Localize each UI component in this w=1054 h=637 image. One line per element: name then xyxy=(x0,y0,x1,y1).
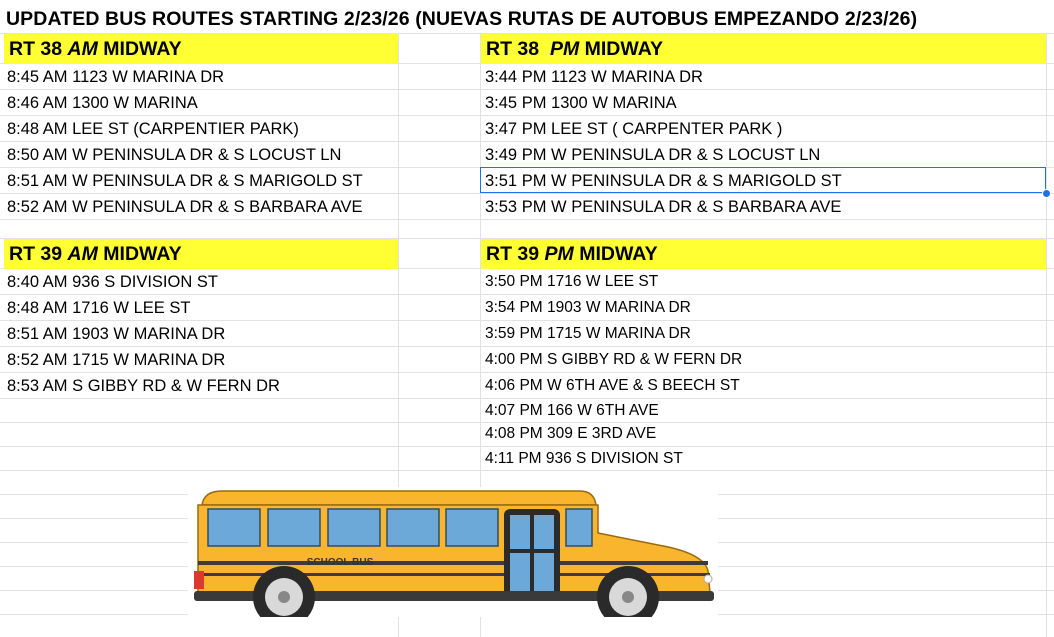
rt39-pm-stop[interactable]: 4:07 PM 166 W 6TH AVE xyxy=(485,402,659,419)
route-number: RT 39 xyxy=(9,243,63,265)
route-name: MIDWAY xyxy=(579,243,658,265)
rt39-pm-stop[interactable]: 3:54 PM 1903 W MARINA DR xyxy=(485,299,691,316)
route-number: RT 39 xyxy=(486,243,540,265)
rt39-am-stop[interactable]: 8:52 AM 1715 W MARINA DR xyxy=(7,351,226,369)
route-period: PM xyxy=(549,38,580,60)
rt38-am-stop[interactable]: 8:52 AM W PENINSULA DR & S BARBARA AVE xyxy=(7,198,363,216)
route-period: AM xyxy=(67,38,98,60)
rt39-am-stop[interactable]: 8:40 AM 936 S DIVISION ST xyxy=(7,273,218,291)
rt39-pm-stop[interactable]: 3:59 PM 1715 W MARINA DR xyxy=(485,325,691,342)
cell-selection-outline xyxy=(480,167,1046,193)
rt38-pm-stop[interactable]: 3:44 PM 1123 W MARINA DR xyxy=(485,68,703,86)
fill-handle[interactable] xyxy=(1042,189,1051,198)
rt39-pm-stop[interactable]: 4:08 PM 309 E 3RD AVE xyxy=(485,425,657,442)
rt38-am-stop[interactable]: 8:46 AM 1300 W MARINA xyxy=(7,94,198,112)
route-period: PM xyxy=(544,243,574,265)
route-period: AM xyxy=(67,243,98,265)
rt38-pm-stop[interactable]: 3:53 PM W PENINSULA DR & S BARBARA AVE xyxy=(485,198,842,216)
route-name: MIDWAY xyxy=(103,243,182,265)
rt39-pm-stop[interactable]: 3:50 PM 1716 W LEE ST xyxy=(485,273,659,290)
school-bus-label: SCHOOL BUS xyxy=(306,557,374,568)
rt39-pm-stop[interactable]: 4:11 PM 936 S DIVISION ST xyxy=(485,450,683,467)
rt38-pm-stop[interactable]: 3:47 PM LEE ST ( CARPENTER PARK ) xyxy=(485,120,783,138)
rt38-pm-stop-selected[interactable]: 3:51 PM W PENINSULA DR & S MARIGOLD ST xyxy=(485,172,842,190)
rt38-pm-stop[interactable]: 3:45 PM 1300 W MARINA xyxy=(485,94,677,112)
rt39-am-stop[interactable]: 8:51 AM 1903 W MARINA DR xyxy=(7,325,226,343)
route-name: MIDWAY xyxy=(584,38,663,60)
rt39-pm-stop[interactable]: 4:00 PM S GIBBY RD & W FERN DR xyxy=(485,351,743,368)
rt38-am-header[interactable] xyxy=(4,34,398,64)
rt38-am-stop[interactable]: 8:45 AM 1123 W MARINA DR xyxy=(7,68,225,86)
route-number: RT 38 xyxy=(486,38,540,60)
school-bus-image[interactable] xyxy=(188,487,718,617)
route-name: MIDWAY xyxy=(103,38,182,60)
rt38-am-stop[interactable]: 8:51 AM W PENINSULA DR & S MARIGOLD ST xyxy=(7,172,363,190)
rt39-pm-header[interactable] xyxy=(481,239,1046,269)
rt39-am-stop[interactable]: 8:53 AM S GIBBY RD & W FERN DR xyxy=(7,377,280,395)
route-number: RT 38 xyxy=(9,38,63,60)
rt38-am-stop[interactable]: 8:50 AM W PENINSULA DR & S LOCUST LN xyxy=(7,146,342,164)
rt39-am-stop[interactable]: 8:48 AM 1716 W LEE ST xyxy=(7,299,191,317)
rt39-pm-stop[interactable]: 4:06 PM W 6TH AVE & S BEECH ST xyxy=(485,377,740,394)
rt38-pm-stop[interactable]: 3:49 PM W PENINSULA DR & S LOCUST LN xyxy=(485,146,821,164)
sheet-title[interactable]: UPDATED BUS ROUTES STARTING 2/23/26 (NUEVAS RUTAS DE AUTOBUS EMPEZANDO 2/23/26) xyxy=(6,8,918,30)
rt38-am-stop[interactable]: 8:48 AM LEE ST (CARPENTIER PARK) xyxy=(7,120,299,138)
rt39-am-header[interactable] xyxy=(4,239,398,269)
rt38-pm-header[interactable] xyxy=(481,34,1046,64)
